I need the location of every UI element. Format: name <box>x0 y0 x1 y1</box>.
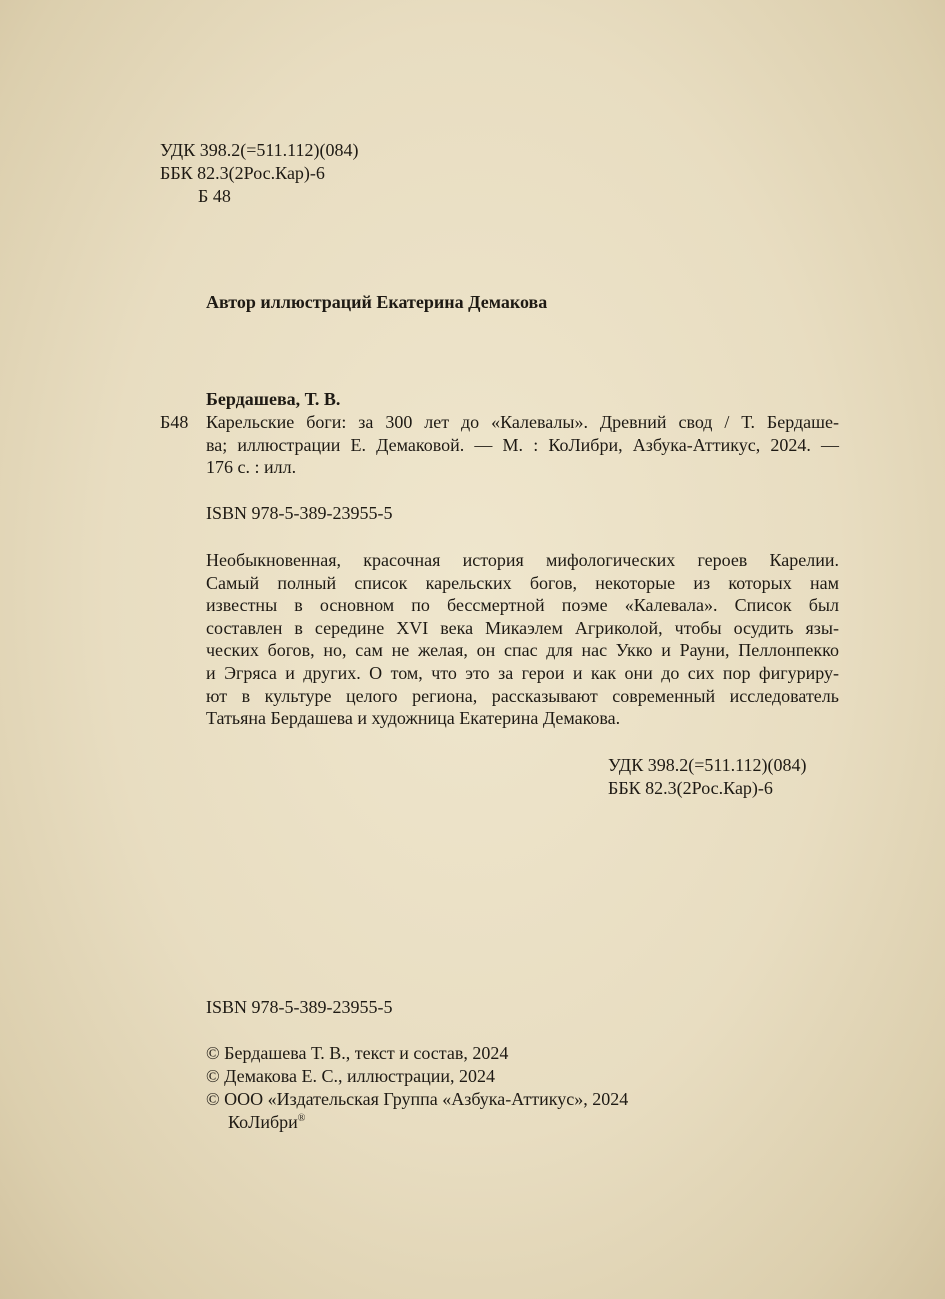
cutter-code: Б 48 <box>198 186 231 206</box>
annotation-line: составлен в середине XVI века Микаэлем Агриколой, чтобы осудить язы- <box>206 617 839 638</box>
catalog-author: Бердашева, Т. В. <box>206 389 341 409</box>
imprint-name <box>228 1111 305 1134</box>
catalog-bbk-code: ББК 82.3(2Рос.Кар)-6 <box>608 778 773 798</box>
imprint-label: КоЛибри <box>228 1112 298 1132</box>
bbk-code: ББК 82.3(2Рос.Кар)-6 <box>160 163 325 183</box>
annotation-line: Самый полный список карельских богов, некоторые из которых нам <box>206 572 839 593</box>
annotation-line: ческих богов, но, сам не желая, он спас для нас Укко и Рауни, Пеллонпекко <box>206 640 839 661</box>
copyright-line: © ООО «Издательская Группа «Азбука-Аттикус», 2024 <box>206 1089 629 1109</box>
footer-isbn: ISBN 978-5-389-23955-5 <box>206 997 393 1017</box>
copyright-line: © Демакова Е. С., иллюстрации, 2024 <box>206 1066 496 1086</box>
annotation <box>206 549 839 730</box>
annotation-line: Необыкновенная, красочная история мифологических героев Карелии. <box>206 550 839 570</box>
illustrator-credit: Автор иллюстраций Екатерина Демакова <box>206 292 548 312</box>
catalog-index: Б48 <box>160 412 189 432</box>
catalog-isbn: ISBN 978-5-389-23955-5 <box>206 503 393 523</box>
copyright-line: © Бердашева Т. В., текст и состав, 2024 <box>206 1043 509 1063</box>
description-line: ва; иллюстрации Е. Демаковой. — М. : КоЛибри, Азбука-Аттикус, 2024. — <box>206 434 839 455</box>
description-line: 176 с. : илл. <box>206 457 297 478</box>
registered-mark: ® <box>297 1113 306 1124</box>
udk-code: УДК 398.2(=511.112)(084) <box>160 140 359 160</box>
catalog-description <box>206 411 839 479</box>
catalog-udk-code: УДК 398.2(=511.112)(084) <box>608 755 807 775</box>
description-line: Карельские боги: за 300 лет до «Калевалы». Древний свод / Т. Бердаше- <box>206 412 839 432</box>
annotation-line: Татьяна Бердашева и художница Екатерина Демакова. <box>206 708 621 729</box>
annotation-line: ют в культуре целого региона, рассказывают современный исследователь <box>206 685 839 706</box>
annotation-line: известны в основном по бессмертной поэме «Калевала». Список был <box>206 595 839 616</box>
annotation-line: и Эгряса и других. О том, что это за герои и как они до сих пор фигуриру- <box>206 662 839 683</box>
